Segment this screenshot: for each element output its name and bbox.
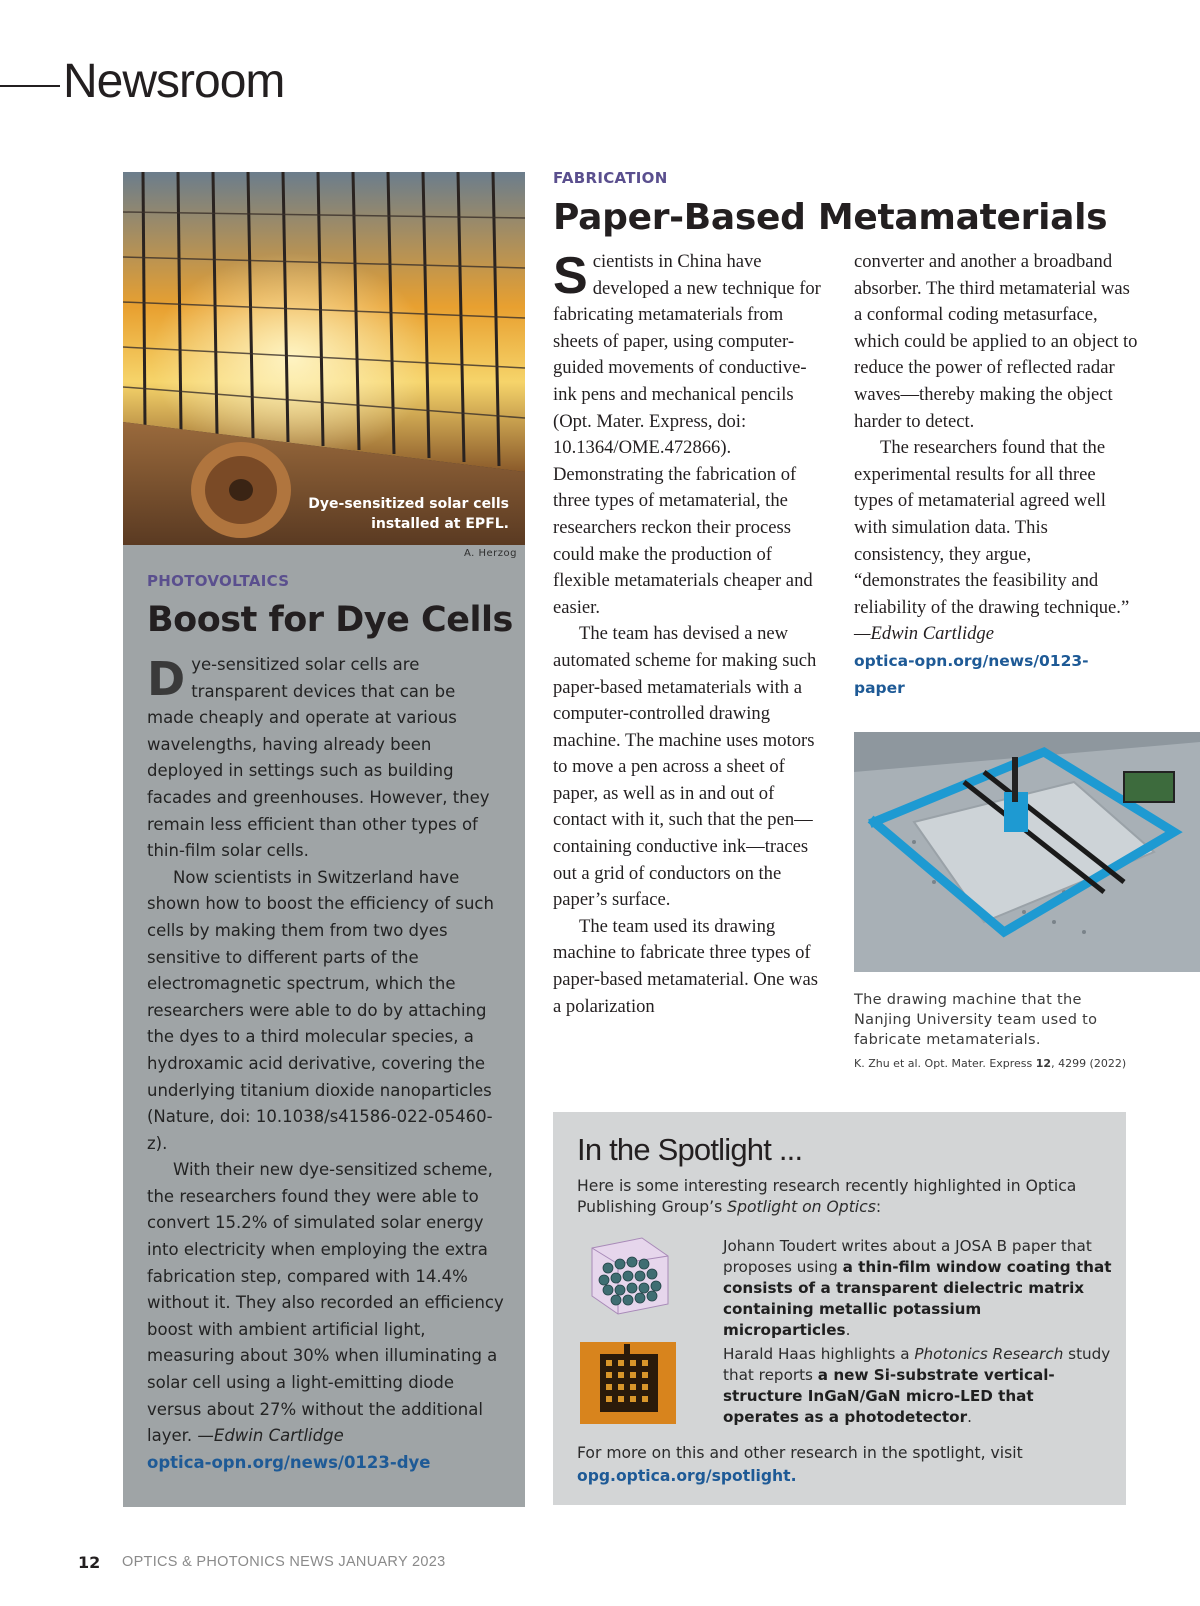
- spotlight-footer: [577, 1442, 1107, 1488]
- intro-text: Here is some interesting research recently highlighted in Optica Publishing Group’s: [577, 1177, 1077, 1216]
- link-paragraph: [854, 648, 1138, 701]
- spotlight-item: [580, 1342, 1111, 1426]
- photo-caption: Dye-sensitized solar cells installed at EPFL.: [308, 496, 509, 532]
- article-kicker: PHOTOVOLTAICS: [147, 572, 290, 590]
- paragraph: [147, 1157, 507, 1450]
- link-paragraph: [147, 1450, 507, 1477]
- drawing-machine-photo: [854, 732, 1200, 972]
- solar-facade-illustration: [123, 172, 525, 545]
- paragraph-text: With their new dye-sensitized scheme, the researchers found they were able to convert 15.2% of simulated solar energy into electricity when employing the extra fabrication step, compared with 14.4% without it. They also recorded an efficiency boost with ambient artificial light, measuring about 30% when illuminating a solar cell using a light-emitting diode versus about 27% without the additional layer.: [147, 1160, 504, 1446]
- item-text: Johann Toudert writes about a JOSA B paper that proposes using: [723, 1237, 1092, 1276]
- paragraph: The team used its drawing machine to fabricate three types of paper-based metamaterial. One was a polarization: [553, 915, 818, 1017]
- nanoparticle-thumbnail: [580, 1234, 676, 1316]
- micro-led-thumbnail: [580, 1342, 676, 1424]
- drawing-machine-illustration: [854, 732, 1200, 972]
- article-kicker: FABRICATION: [553, 169, 668, 187]
- article-link[interactable]: optica-opn.org/news/0123-dye: [147, 1452, 431, 1472]
- item-highlight: a new Si-substrate vertical-structure InGaN/GaN micro-LED that operates as a photodetector: [723, 1366, 1055, 1426]
- item-text: Harald Haas highlights a: [723, 1345, 915, 1363]
- photo-caption: The drawing machine that the Nanjing University team used to fabricate metamaterials.: [854, 992, 1098, 1048]
- article-column-1: [553, 249, 823, 1020]
- article-headline: Paper-Based Metamaterials: [553, 197, 1108, 238]
- spotlight-item-text: [723, 1344, 1113, 1428]
- paragraph: [553, 249, 823, 621]
- credit-text: K. Zhu et al. Opt. Mater. Express: [854, 1057, 1036, 1070]
- spotlight-title: In the Spotlight ...: [577, 1132, 803, 1167]
- spotlight-box: [553, 1112, 1126, 1505]
- paragraph: converter and another a broadband absorber. The third metamaterial was a conformal coding metasurface, which could be applied to an object to reduce the power of reflected radar waves—thereby making the object harder to detect.: [854, 251, 1138, 432]
- paragraph: Now scientists in Switzerland have shown how to boost the efficiency of such cells by making them from two dyes sensitive to different parts of the electromagnetic spectrum, which the researchers were able to do by attaching the dyes to a third molecular species, a hydroxamic acid derivative, covering the underlying titanium dioxide nanoparticles (Nature, doi: 10.1038/s41586-022-05460-z).: [147, 867, 494, 1153]
- drop-cap: S: [553, 247, 588, 305]
- paragraph-text: The researchers found that the experimental results for all three types of metamaterial agreed well with simulation data. This consistency, they argue, “demonstrates the feasibility and reliability of the drawing technique.”: [854, 437, 1130, 618]
- item-highlight: a thin-film window coating that consists of a transparent dielectric matrix containing metallic potassium microparticles: [723, 1258, 1112, 1339]
- section-title: Newsroom: [63, 55, 285, 108]
- drop-cap: D: [147, 652, 186, 706]
- item-text-end: .: [967, 1408, 972, 1426]
- paragraph: [854, 435, 1138, 648]
- spotlight-item: [580, 1234, 1112, 1339]
- paragraph: [147, 652, 507, 865]
- photo-credit: A. Herzog: [463, 548, 517, 559]
- article-column-2: [854, 249, 1138, 701]
- photo-credit: [854, 1057, 1126, 1070]
- paragraph-text: ye-sensitized solar cells are transparent devices that can be made cheaply and operate at various wavelengths, having already been deployed in settings such as building facades and greenhouses. However, they remain less efficient than other types of thin-film solar cells.: [147, 655, 490, 861]
- byline: —Edwin Cartlidge: [197, 1426, 344, 1446]
- credit-volume: 12: [1035, 1057, 1052, 1070]
- article-headline: Boost for Dye Cells: [147, 600, 513, 640]
- byline: —Edwin Cartlidge: [854, 623, 994, 645]
- item-text-end: .: [845, 1321, 851, 1339]
- section-rule: [0, 85, 60, 87]
- intro-text-end: :: [875, 1198, 882, 1216]
- spotlight-link[interactable]: opg.optica.org/spotlight.: [577, 1467, 797, 1485]
- item-text: study that reports: [723, 1345, 1111, 1384]
- article-link[interactable]: optica-opn.org/news/0123-paper: [854, 651, 1089, 697]
- credit-pages: , 4299 (2022): [1051, 1057, 1127, 1070]
- micro-led-array-icon: [580, 1342, 676, 1424]
- item-journal: Photonics Research: [914, 1345, 1064, 1363]
- solar-cells-photo: [123, 172, 525, 545]
- spotlight-item-text: [723, 1236, 1113, 1341]
- article-body: [147, 652, 507, 1476]
- paragraph: The team has devised a new automated scheme for making such paper-based metamaterials with a computer-controlled drawing machine. The machine uses motors to move a pen across a sheet of paper, as well as in and out of contact with it, such that the pen—containing conductive ink—traces out a grid of conductors on the paper’s surface.: [553, 623, 817, 911]
- publication-footer: OPTICS & PHOTONICS NEWS JANUARY 2023: [122, 1554, 446, 1570]
- paragraph-text: cientists in China have developed a new technique for fabricating metamaterials from sheets of paper, using computer-guided movements of conductive-ink pens and mechanical pencils (Opt. Mater. Express, doi: 10.1364/OME.472866). Demonstrating the fabrication of three types of metamaterial, the researchers reckon their process could make the production of flexible metamaterials cheaper and easier.: [553, 251, 821, 618]
- spotlight-intro: [577, 1176, 1097, 1218]
- footer-text: For more on this and other research in the spotlight, visit: [577, 1444, 1023, 1462]
- particle-cube-icon: [580, 1234, 676, 1316]
- intro-italic: Spotlight on Optics: [727, 1198, 876, 1216]
- page-number: 12: [78, 1553, 101, 1572]
- photovoltaics-sidebar: [123, 172, 525, 1507]
